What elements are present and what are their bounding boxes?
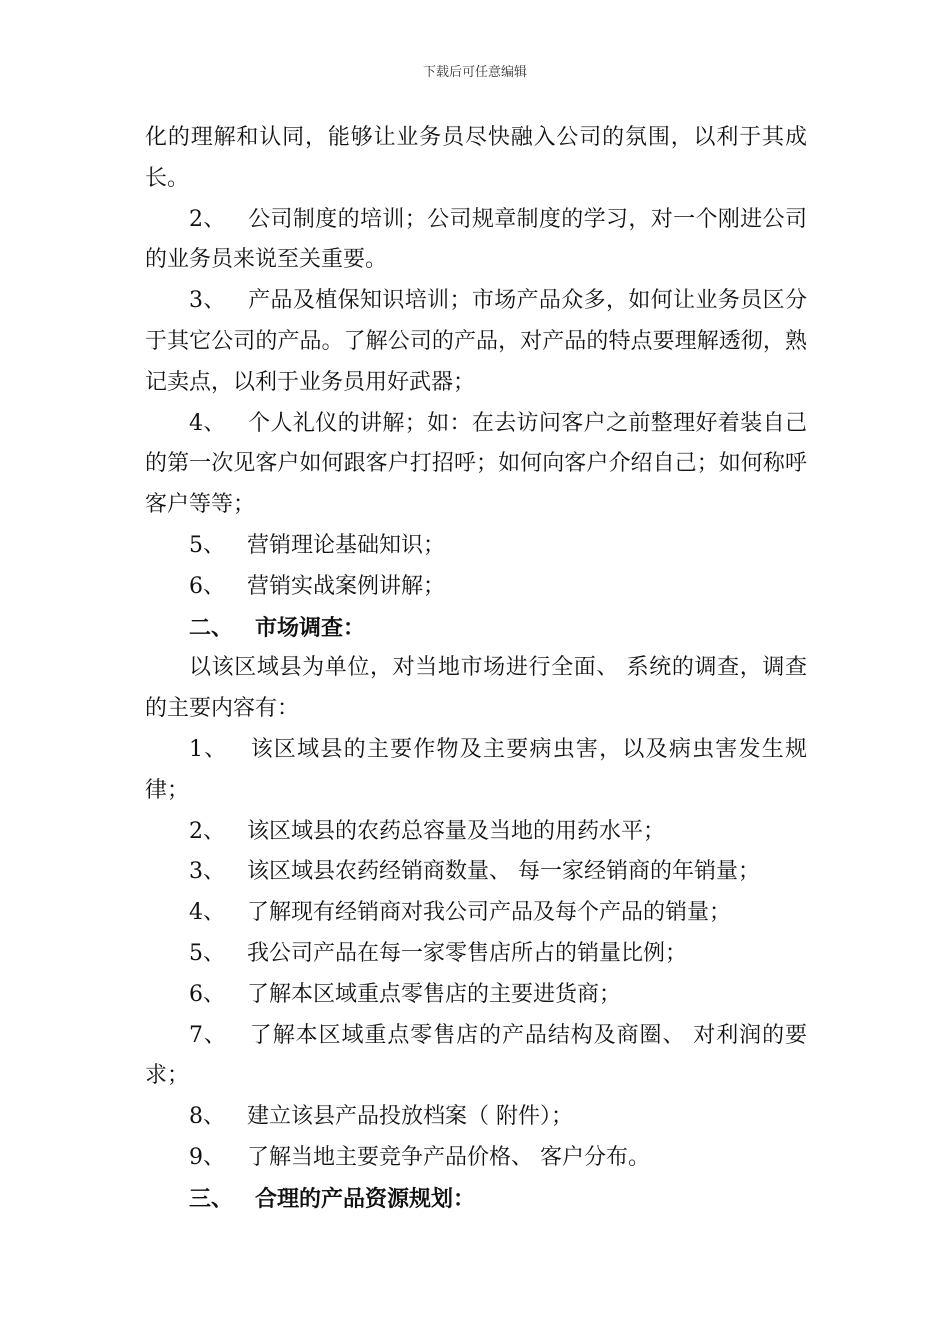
section-heading: 二、 市场调查： — [189, 614, 366, 641]
list-item: 8、 建立该县产品投放档案（ 附件）； — [189, 1104, 573, 1130]
section-heading: 三、 合理的产品资源规划： — [189, 1185, 476, 1212]
list-item: 4、 个人礼仪的讲解；如：在去访问客户之前整理好着装自己的第一次见客户如何跟客户打招呼；如何向客户介绍自己；如何称呼客户等等； — [145, 410, 807, 518]
list-item: 5、 我公司产品在每一家零售店所占的销量比例； — [189, 940, 688, 966]
list-item: 3、 该区域县农药经销商数量、 每一家经销商的年销量； — [189, 859, 760, 885]
list-item: 7、 了解本区域重点零售店的产品结构及商圈、 对利润的要求； — [145, 1022, 808, 1089]
list-item: 3、 产品及植保知识培训；市场产品众多，如何让业务员区分于其它公司的产品。了解公司的产品，对产品的特点要理解透彻，熟记卖点，以利于业务员用好武器； — [145, 288, 807, 395]
list-item: 2、 公司制度的培训；公司规章制度的学习，对一个刚进公司的业务员来说至关重要。 — [145, 206, 807, 273]
list-item: 6、 了解本区域重点零售店的主要进货商； — [189, 981, 622, 1007]
list-item: 5、 营销理论基础知识； — [189, 532, 446, 558]
paragraph-continuation: 化的理解和认同，能够让业务员尽快融入公司的氛围，以利于其成长。 — [145, 125, 807, 191]
page-header: 下载后可任意编辑 — [422, 65, 527, 80]
list-item: 6、 营销实战案例讲解； — [189, 573, 446, 599]
document-body — [145, 118, 807, 1220]
list-item: 2、 该区域县的农药总容量及当地的用药水平； — [189, 818, 666, 844]
list-item: 4、 了解现有经销商对我公司产品及每个产品的销量； — [189, 900, 732, 926]
list-item: 9、 了解当地主要竞争产品价格、 客户分布。 — [189, 1144, 650, 1170]
list-item: 1、 该区域县的主要作物及主要病虫害，以及病虫害发生规律； — [145, 736, 807, 803]
paragraph: 以该区域县为单位，对当地市场进行全面、 系统的调查，调查的主要内容有： — [145, 655, 807, 722]
